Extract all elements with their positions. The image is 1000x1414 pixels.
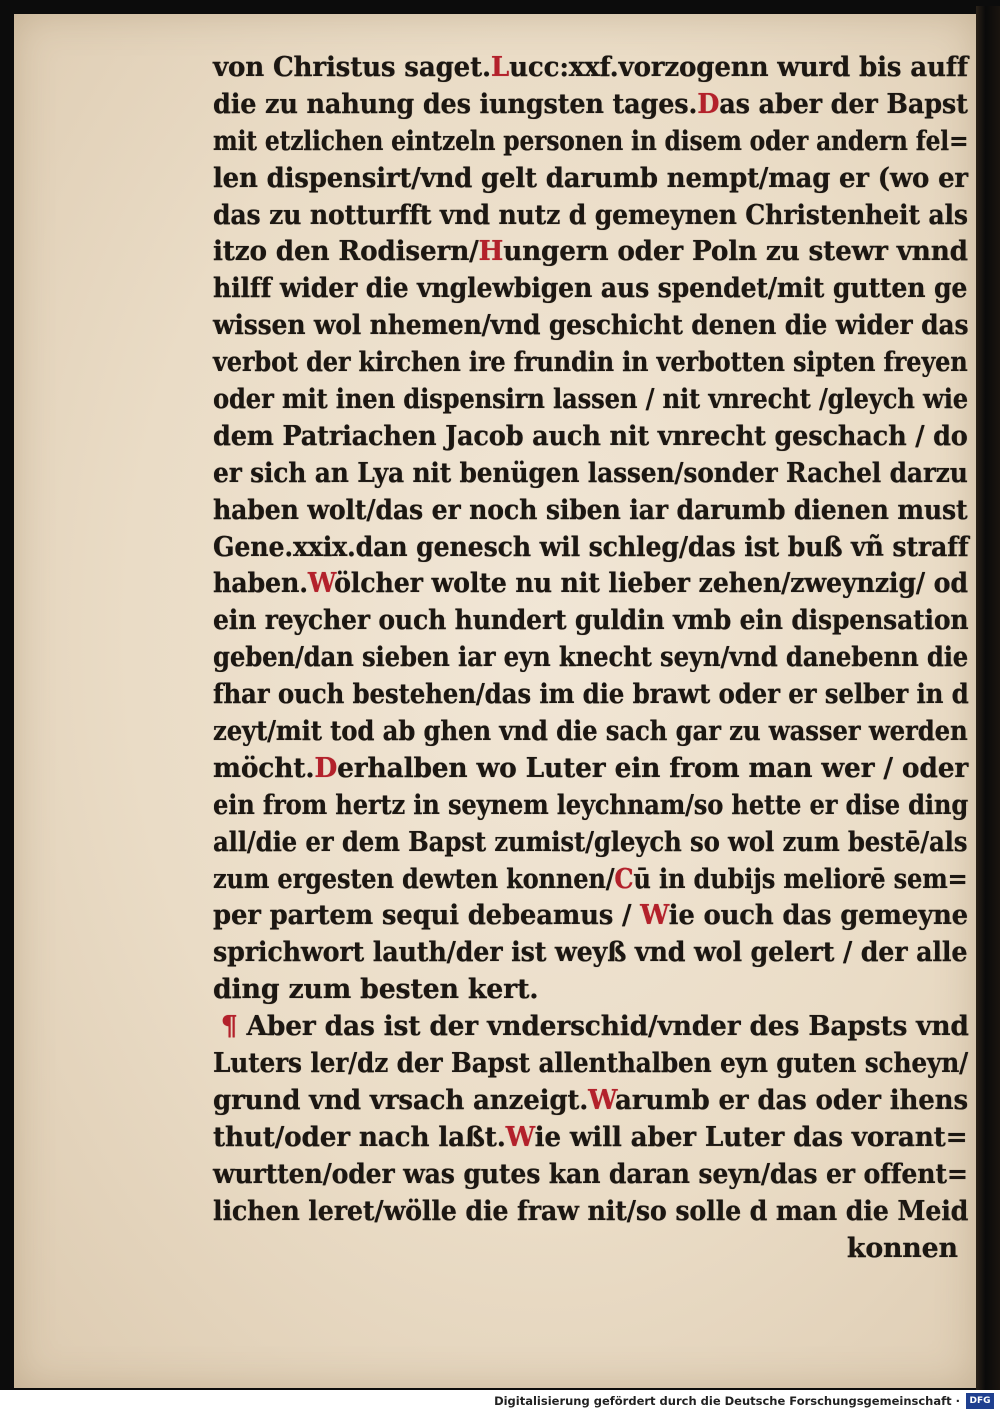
line-text: len dispensirt/vnd gelt darumb nempt/mag er (wo er xyxy=(213,162,968,194)
line-text: möcht. xyxy=(213,752,315,784)
line-text-continued: ie will aber Luter das vorant= xyxy=(534,1121,968,1153)
line-text-continued: Aber das ist der vnderschid/vnder des Bapsts vnd xyxy=(246,1011,969,1043)
text-line xyxy=(213,87,968,124)
rubricated-initial: D xyxy=(697,88,720,120)
text-line xyxy=(213,603,969,640)
line-text-continued: ucc:xxf.vorzogenn wurd bis auff xyxy=(509,52,968,83)
line-text: ein from hertz in seynem leychnam/so hette er dise ding xyxy=(213,789,969,821)
line-text: itzo den Rodisern/ xyxy=(213,236,479,268)
line-text: grund vnd vrsach anzeigt. xyxy=(213,1084,589,1116)
text-line xyxy=(213,345,968,382)
text-line xyxy=(213,198,968,235)
line-text: Gene.xxix.dan genesch wil schleg/das ist buß vñ straff xyxy=(213,531,969,563)
text-line xyxy=(213,862,968,899)
text-line xyxy=(213,825,968,862)
text-line xyxy=(213,1157,968,1194)
line-text: thut/oder nach laßt. xyxy=(213,1121,506,1153)
text-line xyxy=(213,972,968,1009)
text-line xyxy=(213,1231,968,1268)
line-text: er sich an Lya nit benügen lassen/sonder Rachel darzu xyxy=(213,457,968,489)
text-line xyxy=(213,677,969,714)
text-line xyxy=(213,566,968,603)
line-text-continued: as aber der Bapst xyxy=(719,88,968,120)
line-text: fhar ouch bestehen/das im die brawt oder er selber in d xyxy=(213,679,969,711)
line-text: lichen leret/wölle die fraw nit/so solle d man die Meid xyxy=(213,1195,969,1227)
line-text: wissen wol nhemen/vnd geschicht denen die wider das xyxy=(213,310,969,342)
rubricated-initial: W xyxy=(588,1084,616,1116)
text-line xyxy=(213,640,969,677)
text-block xyxy=(213,50,973,1267)
text-line xyxy=(213,1120,968,1157)
rubricated-initial: ¶ xyxy=(220,1011,247,1043)
line-text: all/die er dem Bapst zumist/gleych so wol zum bestē/als xyxy=(213,826,968,858)
text-line xyxy=(213,382,969,419)
line-text: dem Patriachen Jacob auch nit vnrecht geschach / do xyxy=(213,420,968,452)
footer-bar xyxy=(0,1390,1000,1414)
rubricated-initial: D xyxy=(314,752,338,784)
text-line xyxy=(213,419,968,456)
rubricated-initial: L xyxy=(490,52,510,83)
book-spine-edge xyxy=(976,6,1000,1390)
digitization-credit: Digitalisierung gefördert durch die Deutsche Forschungsgemeinschaft · xyxy=(494,1394,960,1408)
line-text: haben wolt/das er noch siben iar darumb dienen must xyxy=(213,494,968,526)
text-line xyxy=(213,1009,969,1046)
line-text: die zu nahung des iungsten tages. xyxy=(213,88,698,120)
text-line xyxy=(213,751,969,788)
line-text: zeyt/mit tod ab ghen vnd die sach gar zu wasser werden xyxy=(213,716,968,748)
text-line xyxy=(213,456,968,493)
text-line xyxy=(213,530,969,567)
line-text-continued: ungern oder Poln zu stewr vnnd xyxy=(503,236,968,268)
line-text-continued: ū in dubijs meliorē sem= xyxy=(633,863,968,895)
text-line xyxy=(213,50,968,87)
rubricated-initial: H xyxy=(478,236,504,268)
line-text: hilff wider die vnglewbigen aus spendet/mit gutten ge xyxy=(213,273,968,305)
line-text: wurtten/oder was gutes kan daran seyn/das er offent= xyxy=(213,1158,968,1190)
text-line xyxy=(213,308,969,345)
line-text: sprichwort lauth/der ist weyß vnd wol gelert / der alle xyxy=(213,937,968,969)
dfg-logo: DFG xyxy=(966,1393,994,1409)
line-text-continued: ie ouch das gemeyne xyxy=(668,900,968,932)
text-line xyxy=(213,271,968,308)
line-text: per partem sequi debeamus / xyxy=(213,900,641,932)
line-text: ding zum besten kert. xyxy=(213,974,539,1006)
text-line xyxy=(213,1194,969,1231)
rubricated-initial: W xyxy=(505,1121,535,1153)
line-text: konnen xyxy=(846,1232,958,1264)
rubricated-initial: W xyxy=(307,568,335,600)
text-line xyxy=(213,493,968,530)
text-line xyxy=(213,124,969,161)
line-text: haben. xyxy=(213,568,308,600)
line-text: das zu notturfft vnd nutz d gemeynen Christenheit als xyxy=(213,199,968,231)
line-text: Luters ler/dz der Bapst allenthalben eyn guten scheyn/ xyxy=(213,1048,969,1080)
text-line xyxy=(213,161,968,198)
text-line xyxy=(213,1046,969,1083)
line-text: ein reycher ouch hundert guldin vmb ein dispensation xyxy=(213,605,969,637)
line-text: verbot der kirchen ire frundin in verbotten sipten freyen xyxy=(213,347,968,379)
text-line xyxy=(213,898,968,935)
text-line xyxy=(213,234,968,271)
text-line xyxy=(213,935,968,972)
line-text-continued: erhalben wo Luter ein from man wer / oder xyxy=(337,752,969,784)
text-line xyxy=(213,714,968,751)
line-text: mit etzlichen eintzeln personen in disem oder andern fel xyxy=(213,125,950,157)
text-line xyxy=(213,788,969,825)
line-text-continued: arumb er das oder ihens xyxy=(615,1084,968,1116)
rubricated-initial: C xyxy=(614,863,634,895)
line-text: geben/dan sieben iar eyn knecht seyn/vnd danebenn die xyxy=(213,642,969,674)
line-text: zum ergesten dewten konnen/ xyxy=(213,863,615,895)
rubricated-initial: W xyxy=(640,900,669,932)
text-line xyxy=(213,1083,968,1120)
line-text: von Christus saget. xyxy=(213,52,491,83)
line-text-continued: = xyxy=(949,125,969,157)
line-text: oder mit inen dispensirn lassen / nit vnrecht /gleych wie xyxy=(213,384,969,416)
line-text-continued: ölcher wolte nu nit lieber zehen/zweynzig/ od xyxy=(334,568,968,600)
